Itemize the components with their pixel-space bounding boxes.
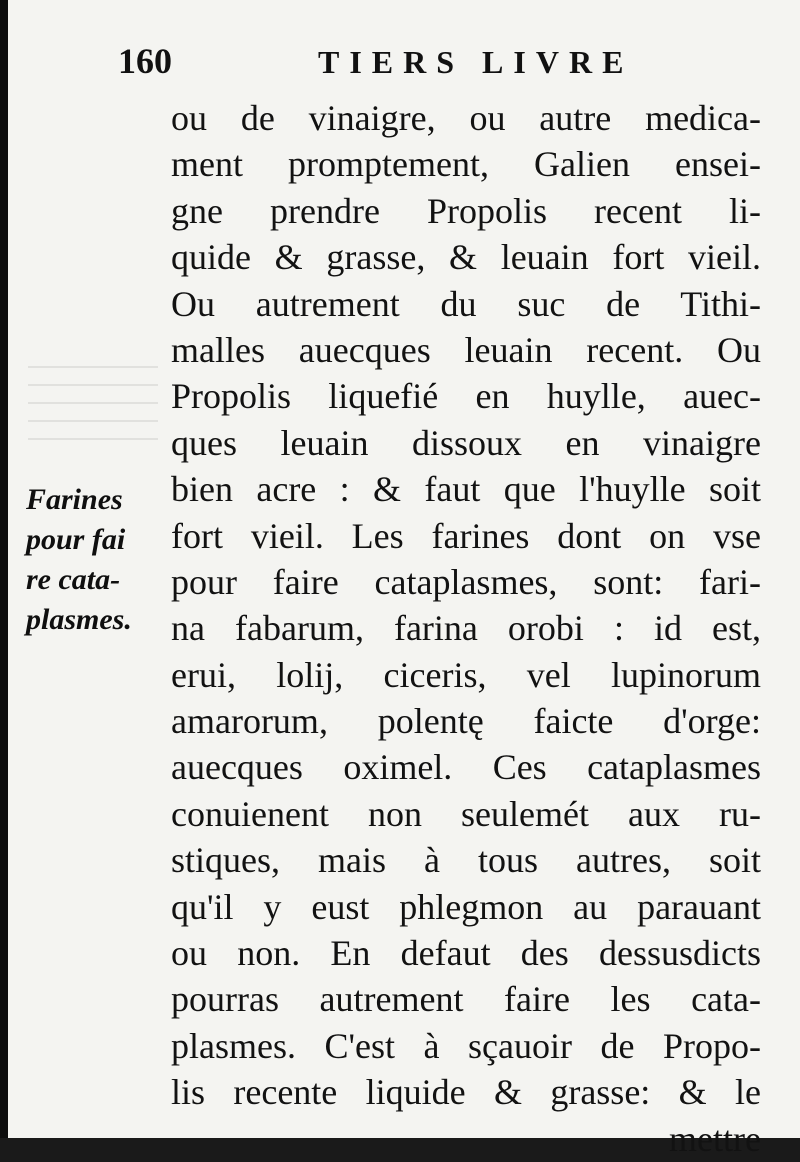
text-line: ques leuain dissoux en vinaigre — [171, 422, 761, 463]
page-edge-shadow — [0, 0, 8, 1138]
margin-note-line: plasmes. — [26, 603, 132, 636]
catchword: mettre — [669, 1118, 761, 1159]
text-line: ment promptement, Galien ensei- — [171, 144, 761, 185]
page-header — [118, 40, 758, 88]
text-line: erui, lolij, ciceris, vel lupinorum — [171, 654, 761, 695]
text-line: qu'il y eust phlegmon au parauant — [171, 886, 761, 927]
text-line: ou de vinaigre, ou autre medica- — [171, 98, 761, 138]
page-number: 160 — [118, 41, 172, 81]
text-line: ou non. En defaut des dessusdicts — [171, 933, 761, 974]
text-line: malles auecques leuain recent. Ou — [171, 329, 761, 370]
text-line: gne prendre Propolis recent li- — [171, 190, 761, 231]
margin-note-line: re cata- — [26, 563, 121, 596]
text-line: quide & grasse, & leuain fort vieil. — [171, 237, 761, 278]
text-line: Propolis liquefié en huylle, auec- — [171, 376, 761, 417]
text-line: auecques oximel. Ces cataplasmes — [171, 747, 761, 788]
margin-note-line: pour fai — [26, 523, 126, 556]
text-line: fort vieil. Les farines dont on vse — [171, 515, 761, 556]
text-line: stiques, mais à tous autres, soit — [171, 840, 761, 881]
ink-show-through — [28, 360, 158, 440]
text-line: pour faire cataplasmes, sont: fari- — [171, 561, 761, 602]
text-line: amarorum, polentę faicte d'orge: — [171, 701, 761, 742]
body-text — [171, 95, 761, 1162]
margin-note-line: Farines — [26, 483, 123, 516]
text-line: bien acre : & faut que l'huylle soit — [171, 469, 761, 510]
book-page — [8, 0, 800, 1159]
text-line: pourras autrement faire les cata- — [171, 979, 761, 1020]
text-line: conuienent non seulemét aux ru- — [171, 793, 761, 834]
margin-note — [26, 480, 171, 640]
text-line: Ou autrement du suc de Tithi- — [171, 283, 761, 324]
text-line: na fabarum, farina orobi : id est, — [171, 608, 761, 649]
text-line: plasmes. C'est à sçauoir de Propo- — [171, 1025, 761, 1066]
running-head: TIERS LIVRE — [318, 44, 634, 80]
text-line: lis recente liquide & grasse: & le — [171, 1072, 761, 1113]
